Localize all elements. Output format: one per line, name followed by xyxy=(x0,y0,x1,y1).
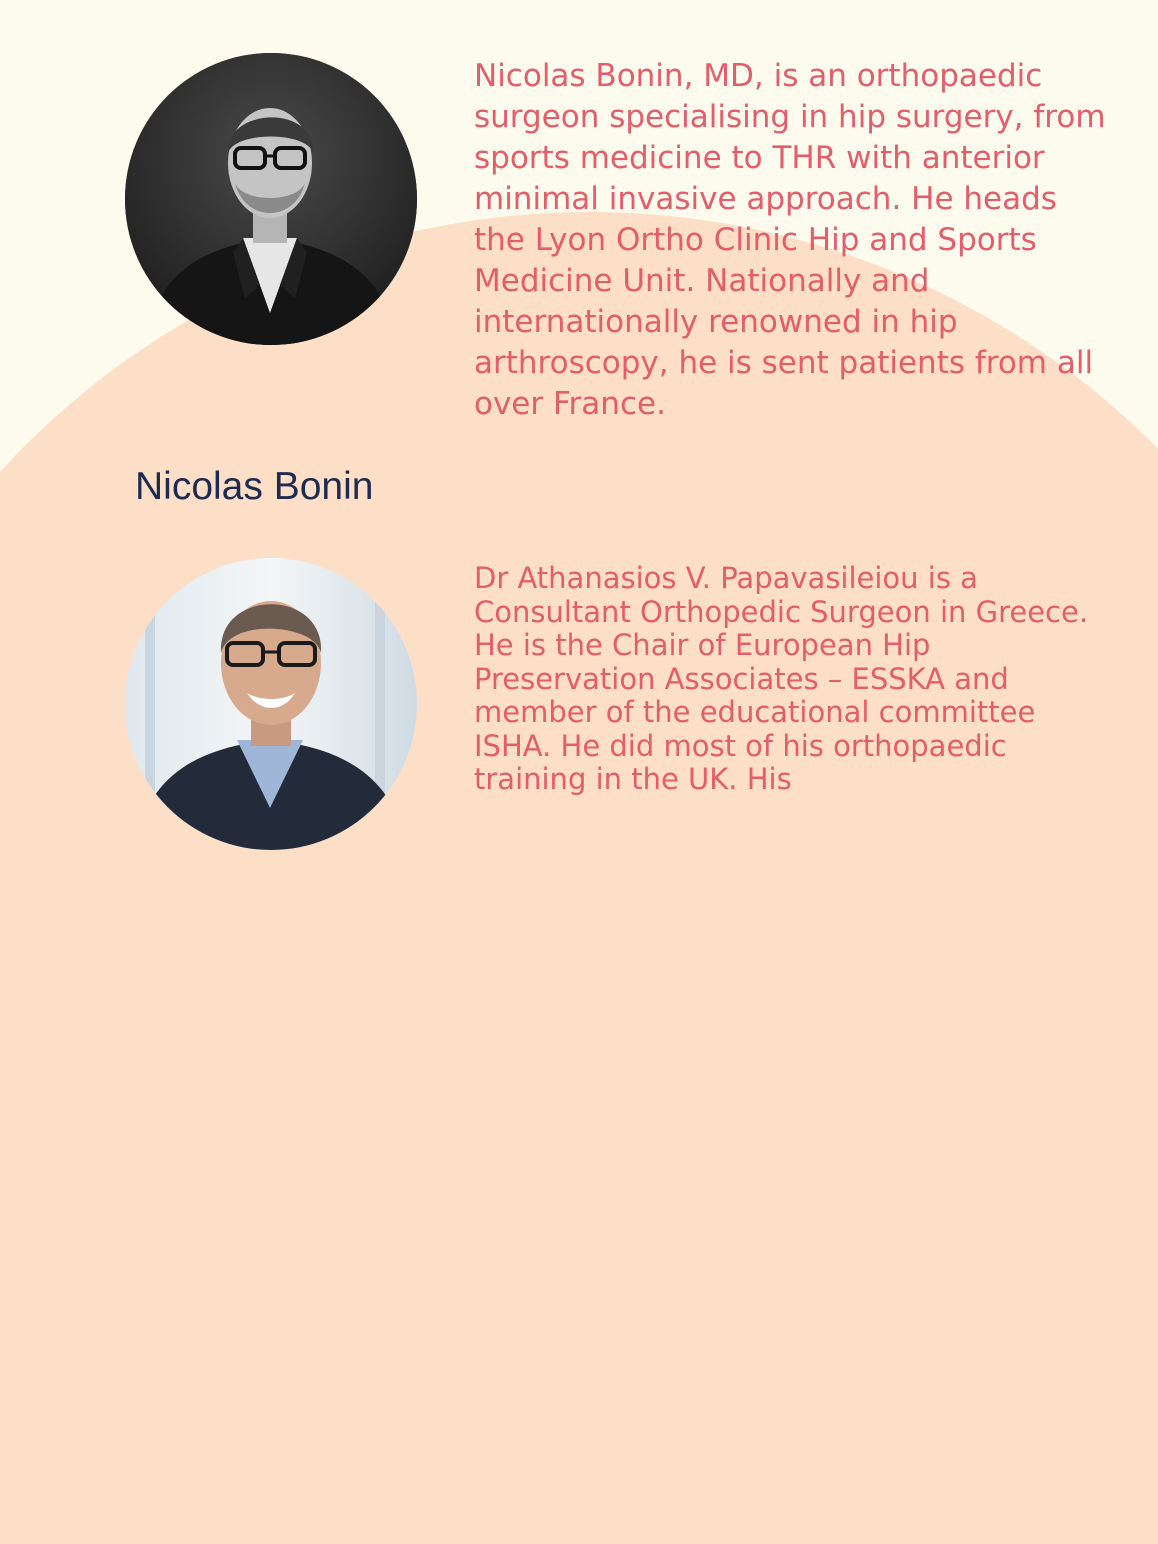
person-name: Nicolas Bonin xyxy=(135,465,374,508)
portrait-illustration xyxy=(125,53,417,345)
profile-photo-athanasios-papavasileiou xyxy=(125,558,417,850)
bio-athanasios-papavasileiou: Dr Athanasios V. Papavasileiou is a Consultant Orthopedic Surgeon in Greece. He is the Chair of European Hip Preservation Associates – ESSKA and member of the educational committee ISHA. He did most of his orthopaedic training in the UK. His xyxy=(474,561,1089,796)
portrait-illustration xyxy=(125,558,417,850)
profile-photo-nicolas-bonin xyxy=(125,53,417,345)
bio-nicolas-bonin: Nicolas Bonin, MD, is an orthopaedic surgeon specialising in hip surgery, from sports medicine to THR with anterior minimal invasive approach. He heads the Lyon Ortho Clinic Hip and Sports Medicine Unit. Nationally and internationally renowned in hip arthroscopy, he is sent patients from all over France. xyxy=(474,58,1106,422)
